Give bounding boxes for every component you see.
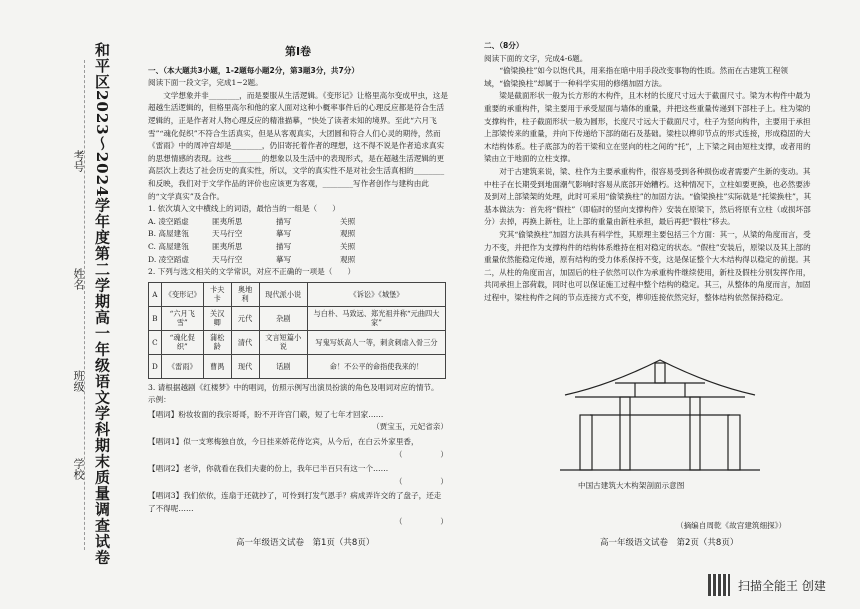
table-row: A 《变形记》 卡夫卡 奥地利 现代派小说 《诉讼》《城堡》 [149,282,446,306]
literature-table [148,282,446,379]
scanner-watermark: 扫描全能王 创建 [708,574,826,596]
question-3: 3. 请根据越剧《红楼梦》中的唱词，仿照示例写出演员扮演的角色及唱词对应的情节。 [148,382,439,392]
school-label: 学校 [72,458,85,480]
source-note: （摘编自周乾《故宫建筑细探》） [676,521,787,530]
name-label: 姓名 [72,268,85,290]
exam-title: 和平区2023～2024学年度第二学期高一年级语文学科期末质量调查试卷 [93,42,111,566]
table-row: D 《雷雨》 曹禺 现代 话剧 命！不公平的命指使我来的！ [149,354,446,378]
section-title: 第Ⅰ卷 [284,45,312,58]
page-footer-1: 高一年级语文试卷 第1页（共8页） [236,538,375,548]
paragraph: 对于古建筑来说，梁、柱作为主要承重构件，很容易受到各种损伤或者需要产生新的变动。其中柱子在长期受到地面潮气影响时容易从底部开始糟朽。这种情况下，立柱如要更换，也必然要涉及到对上部梁架的处理，此时可采用“偷梁换柱”的加固方法。“偷梁换柱”实际就是“托梁换柱”，其基本做法为：首先将“假柱”（即临时的竖向支撑构件）安装在原梁下，然后将原有立柱（或损坏部分）去掉，再换上新柱，让上部的重量由新柱承担，最后再把“假柱”移去。 [484,166,812,227]
paragraph: “偷梁换柱”如今以饱代具，用来指在暗中用手段改变事物的性质。然而在古建筑工程领域，“偷梁换柱”却属于一种科学实用的修缮加固方法。 [484,66,788,88]
option-a: A. 凌空蹈虚 匪夷所思 描写 关照 [148,216,356,226]
class-label: 班级 [72,370,85,392]
lyric-example: 【唱词】粉妆妆面的我宗哥哥，盼不开许宫门毂，短了七年才回家…… （贾宝玉，元妃省亲） [148,409,448,432]
page-2 [484,40,814,304]
lyric-2: 【唱词2】老爷，你就看在我们夫妻的份上，我年已半百只有这一个…… （ ） [148,464,448,486]
lyric-3: 【唱词3】我们依依，连扇于还就抄了，可怜到打发气恩手？病成弄许交的了盘子，还走了不得呢…… （ ） [148,491,448,526]
question-1-options [148,216,448,266]
reading-passage: 文学想象并非________，而是要服从生活逻辑。《变形记》让格里高尔变成甲虫，这是超越生活逻辑的，但格里高尔和他的家人面对这种小概率事件后的心理反应都是符合生活逻辑的，正是作者对人物心理反应的精准描摹，“快处了读者未知的境界。至此“六月飞雪”“魂化促织”不符合生活真实，但是从客观真实，大团圆和符合人们心灵的期待，然而《雷雨》中的周冲宫却是________，仍旧寄托着作者的理想，这不得不说是作者追求真实的思想情感的表现。这些________的想象以及生活中的表现形式，是在超越生活逻辑的更高层次上表达了社会历史的真实性，所以，文学的真实性不是对社会生活真相的________和反映，我们对于文学作品的评价也应该更为客观，________写作者创作与建构由此的“文学真实”及合作。 [148,90,448,201]
q1-intro: 阅读下面一段文字，完成1~2题。 [148,78,263,88]
table-row: B “六月飞雪” 关汉卿 元代 杂剧 与白朴、马致远、郑光祖并称“元曲四大家” [149,306,446,330]
page-1 [148,40,448,528]
lyric-1: 【唱词1】似一支寒梅独自放，今日挂来娇花侍讫宾，从今后，在白云外家里香， （ ） [148,437,448,459]
question-group-2-heading: 二、（8分） [484,41,524,50]
qr-code-icon [708,574,730,596]
question-2: 2. 下列与选文相关的文学常识，对应不正确的一项是（ ） [148,267,356,277]
question-group-1-heading: 一、（本大题共3小题，1-2题每小题2分，第3题3分，共7分） [148,65,359,75]
table-row: C “魂化促织” 蒲松龄 清代 文言短篇小说 写鬼写妖高人一等，刺贪刺虐入骨三分 [149,330,446,354]
exam-number-label: 考号 [72,150,85,172]
paragraph: 究其“偷梁换柱”加固方法具有科学性，其原理主要包括三个方面：其一，从梁的角度而言，受力不变，并把作为支撑构件的结构体系维持在相对稳定的状态。“假柱”安装后，原梁以及其上部的重量依然能稳定传递，原有结构的受力体系保持不变，这是保证整个大木结构得以稳定的前提。其二，从柱的角度而言，加固后的柱子依然可以作为承重构件继续使用，新柱及假柱分别发挥作用，共同承担上部荷载，同时也可以保证施工过程中整个结构的稳定。其三，从整体的角度而言，加固过程中，梁柱构件之间的节点连接方式不变，榫卯连接依然完好，整体结构依然保持稳定。 [484,229,811,302]
example-label: 示例： [148,395,171,405]
option-b: B. 高屋建瓴 天马行空 摹写 观照 [148,229,356,239]
option-c: C. 高屋建瓴 匪夷所思 描写 关照 [148,241,356,251]
option-d: D. 凌空蹈虚 天马行空 摹写 观照 [148,254,356,264]
diagram-caption: 中国古建筑大木构架剖面示意图 [578,481,685,490]
question-1: 1. 依次填入文中横线上的词语，最恰当的一组是（ ） [148,204,340,214]
timber-frame-diagram [560,355,760,473]
paragraph: 梁是截面形状一般为长方形的木构件，且木材的长度尺寸远大于截面尺寸。梁为木构件中最为重要的承重构件，梁主要用于承受屋面与墙体的重量，并把这些重量传递到下部柱子上。柱为梁的支撑构件，柱子截面形状一般为圆形，长度尺寸远大于截面尺寸，柱子为竖向构件，主要用于承担上部梁传来的重量，并向下传递给下部的础石及基础。梁柱以榫卯节点的形式连接，形成稳固的大木结构体系。柱子底部为的若干梁和立在竖向的柱之间的“托”，上下梁之间由短柱支撑，或者用的梁由立于地面的立柱支撑。 [484,91,811,164]
q2-intro: 阅读下面的文字，完成4-6题。 [484,53,588,63]
page-footer-2: 高一年级语文试卷 第2页（共8页） [600,538,739,548]
